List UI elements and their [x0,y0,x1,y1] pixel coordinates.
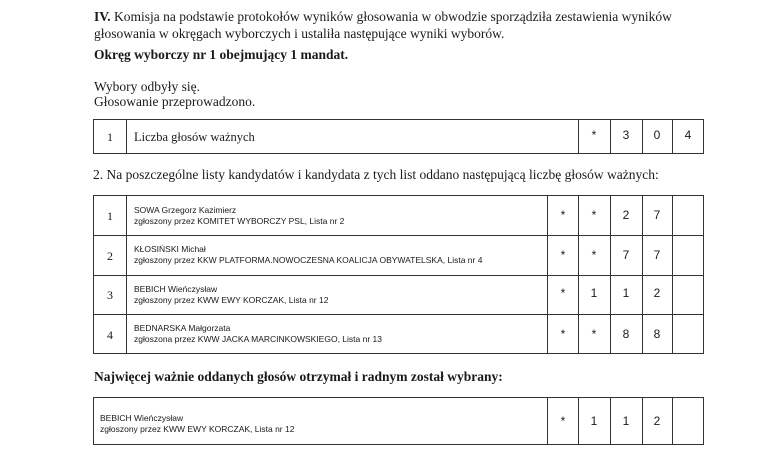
winner-table [93,397,704,445]
winner-vote-digit: 1 [622,414,630,428]
vote-digit: 7 [622,248,630,262]
candidate-name: BEBICH Wieńczysław [134,284,218,294]
vote-digit: 1 [590,286,598,300]
section-number: IV. [94,9,111,24]
vote-digit: 7 [653,208,661,222]
valid-votes-digit: 0 [653,128,661,142]
table-row-number: 4 [107,328,113,342]
district-title: Okręg wyborczy nr 1 obejmujący 1 mandat. [94,47,349,62]
section-text: Komisja na podstawie protokołów wyników głosowania w obwodzie sporządziła zestawienia wyników głosowania w okręgach wyborczych i ustaliła następujące wyniki wyborów. [94,9,672,41]
candidate-name: SOWA Grzegorz Kazimierz [134,205,237,215]
candidates-table [93,195,704,354]
candidate-name: KŁOSIŃSKI Michał [134,244,206,254]
vote-digit: 2 [622,208,630,222]
vote-digit: 8 [622,327,630,341]
vote-digit: 1 [622,286,630,300]
vote-digit: * [560,286,566,300]
vote-digit: * [591,248,597,262]
candidate-name: BEDNARSKA Małgorzata [134,323,231,333]
table-row-number: 1 [107,209,113,223]
section-iv-intro [94,8,734,42]
valid-votes-digit: 4 [684,128,692,142]
valid-votes-row-number: 1 [107,130,113,144]
table-row-number: 3 [107,288,113,302]
valid-votes-table [93,119,704,154]
winner-name: BEBICH Wieńczysław [100,413,184,423]
vote-digit: * [560,327,566,341]
valid-votes-digit: * [591,128,597,142]
candidate-committee: zgłoszony przez KWW EWY KORCZAK, Lista nr 12 [134,295,329,305]
winner-heading: Najwięcej ważnie oddanych głosów otrzymał i radnym został wybrany: [94,369,503,384]
vote-digit: * [560,248,566,262]
vote-digit: * [591,327,597,341]
winner-committee: zgłoszony przez KWW EWY KORCZAK, Lista nr 12 [100,424,295,434]
vote-digit: 2 [653,286,661,300]
candidate-committee: zgłoszony przez KOMITET WYBORCZY PSL, Lista nr 2 [134,216,345,226]
table-row-number: 2 [107,249,113,263]
voting-status: Głosowanie przeprowadzono. [94,94,256,109]
winner-vote-digit: 2 [653,414,661,428]
valid-votes-label: Liczba głosów ważnych [134,130,255,144]
candidate-committee: zgłoszony przez KKW PLATFORMA.NOWOCZESNA KOALICJA OBYWATELSKA, Lista nr 4 [134,255,483,265]
vote-digit: * [591,208,597,222]
vote-digit: 7 [653,248,661,262]
candidates-heading: 2. Na poszczególne listy kandydatów i kandydata z tych list oddano następującą liczbę głosów ważnych: [93,167,659,182]
candidate-committee: zgłoszona przez KWW JACKA MARCINKOWSKIEGO, Lista nr 13 [134,334,382,344]
valid-votes-digit: 3 [622,128,630,142]
winner-vote-digit: 1 [590,414,598,428]
vote-digit: * [560,208,566,222]
elections-status: Wybory odbyły się. [94,79,201,94]
winner-vote-digit: * [560,414,566,428]
vote-digit: 8 [653,327,661,341]
